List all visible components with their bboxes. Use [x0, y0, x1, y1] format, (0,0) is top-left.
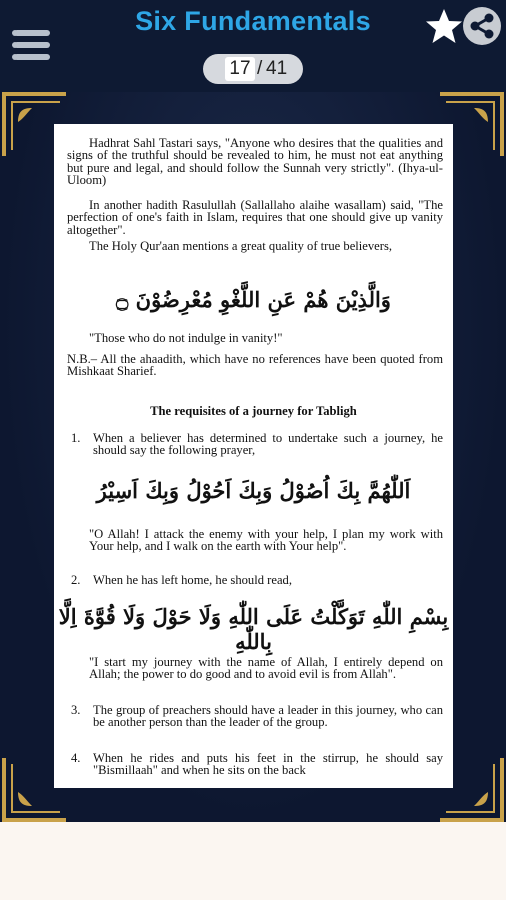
paragraph: The Holy Qur'aan mentions a great quality of true believers, [89, 239, 393, 253]
page-separator: / [257, 58, 263, 79]
list-item [67, 704, 443, 729]
arabic-verse: وَالَّذِيْنَ هُمْ عَنِ اللَّغْوِ مُعْرِضُوْنَ ۝ [116, 287, 391, 312]
arabic-prayer: اَللّٰهُمَّ بِكَ اُصُوْلُ وَبِكَ اَحُوْلُ وَبِكَ اَسِيْرُ [96, 478, 411, 503]
item-text: When he has left home, he should read, [93, 573, 292, 587]
item-text: The group of preachers should have a leader in this journey, who can be another person than the leader of the group. [93, 703, 443, 730]
translation: "Those who do not indulge in vanity!" [89, 331, 283, 345]
translation: "I start my journey with the name of Allah, I entirely depend on Allah; the power to do good and to avoid evil is from Allah". [89, 655, 443, 682]
star-icon[interactable] [424, 6, 464, 46]
page-counter[interactable] [203, 54, 303, 84]
page-title: Six Fundamentals [135, 6, 371, 36]
paragraph: Hadhrat Sahl Tastari says, "Anyone who desires that the qualities and signs of the truthful should be revealed to him, he must not eat anything but pure and legal, and should follow the Sunnah very strictly". (Ihya-ul-Uloom) [67, 136, 443, 187]
paragraph: In another hadith Rasulullah (Sallallaho alaihe wasallam) said, "The perfection of one's faith in Islam, requires that one should give up vanity altogether". [67, 198, 443, 237]
arabic-prayer: بِسْمِ اللّٰهِ تَوَكَّلْتُ عَلَى اللّٰهِ وَلَا حَوْلَ وَلَا قُوَّةَ اِلَّا بِاللّٰهِ [58, 604, 449, 654]
current-page-input[interactable]: 17 [225, 57, 255, 81]
item-number: 1. [71, 431, 81, 445]
translation: "O Allah! I attack the enemy with your help, I plan my work with Your help, and I walk on the earth with Your help". [89, 527, 443, 554]
list-item [67, 752, 443, 777]
item-number: 2. [71, 573, 81, 587]
section-heading: The requisites of a journey for Tabligh [150, 404, 357, 418]
item-number: 3. [71, 703, 81, 717]
list-item [67, 432, 443, 457]
total-pages: 41 [266, 58, 288, 79]
note: N.B.– All the ahaadith, which have no references have been quoted from Mishkaat Sharief. [67, 352, 443, 379]
item-text: When a believer has determined to undertake such a journey, he should say the following prayer, [93, 431, 443, 458]
app-header [0, 0, 506, 92]
list-item [67, 574, 443, 586]
bottom-blank-area [0, 822, 506, 900]
item-text: When he rides and puts his feet in the stirrup, he should say "Bismillaah" and when he sits on the back [93, 751, 443, 778]
book-page [54, 124, 453, 788]
item-number: 4. [71, 751, 81, 765]
share-icon[interactable] [462, 6, 502, 46]
